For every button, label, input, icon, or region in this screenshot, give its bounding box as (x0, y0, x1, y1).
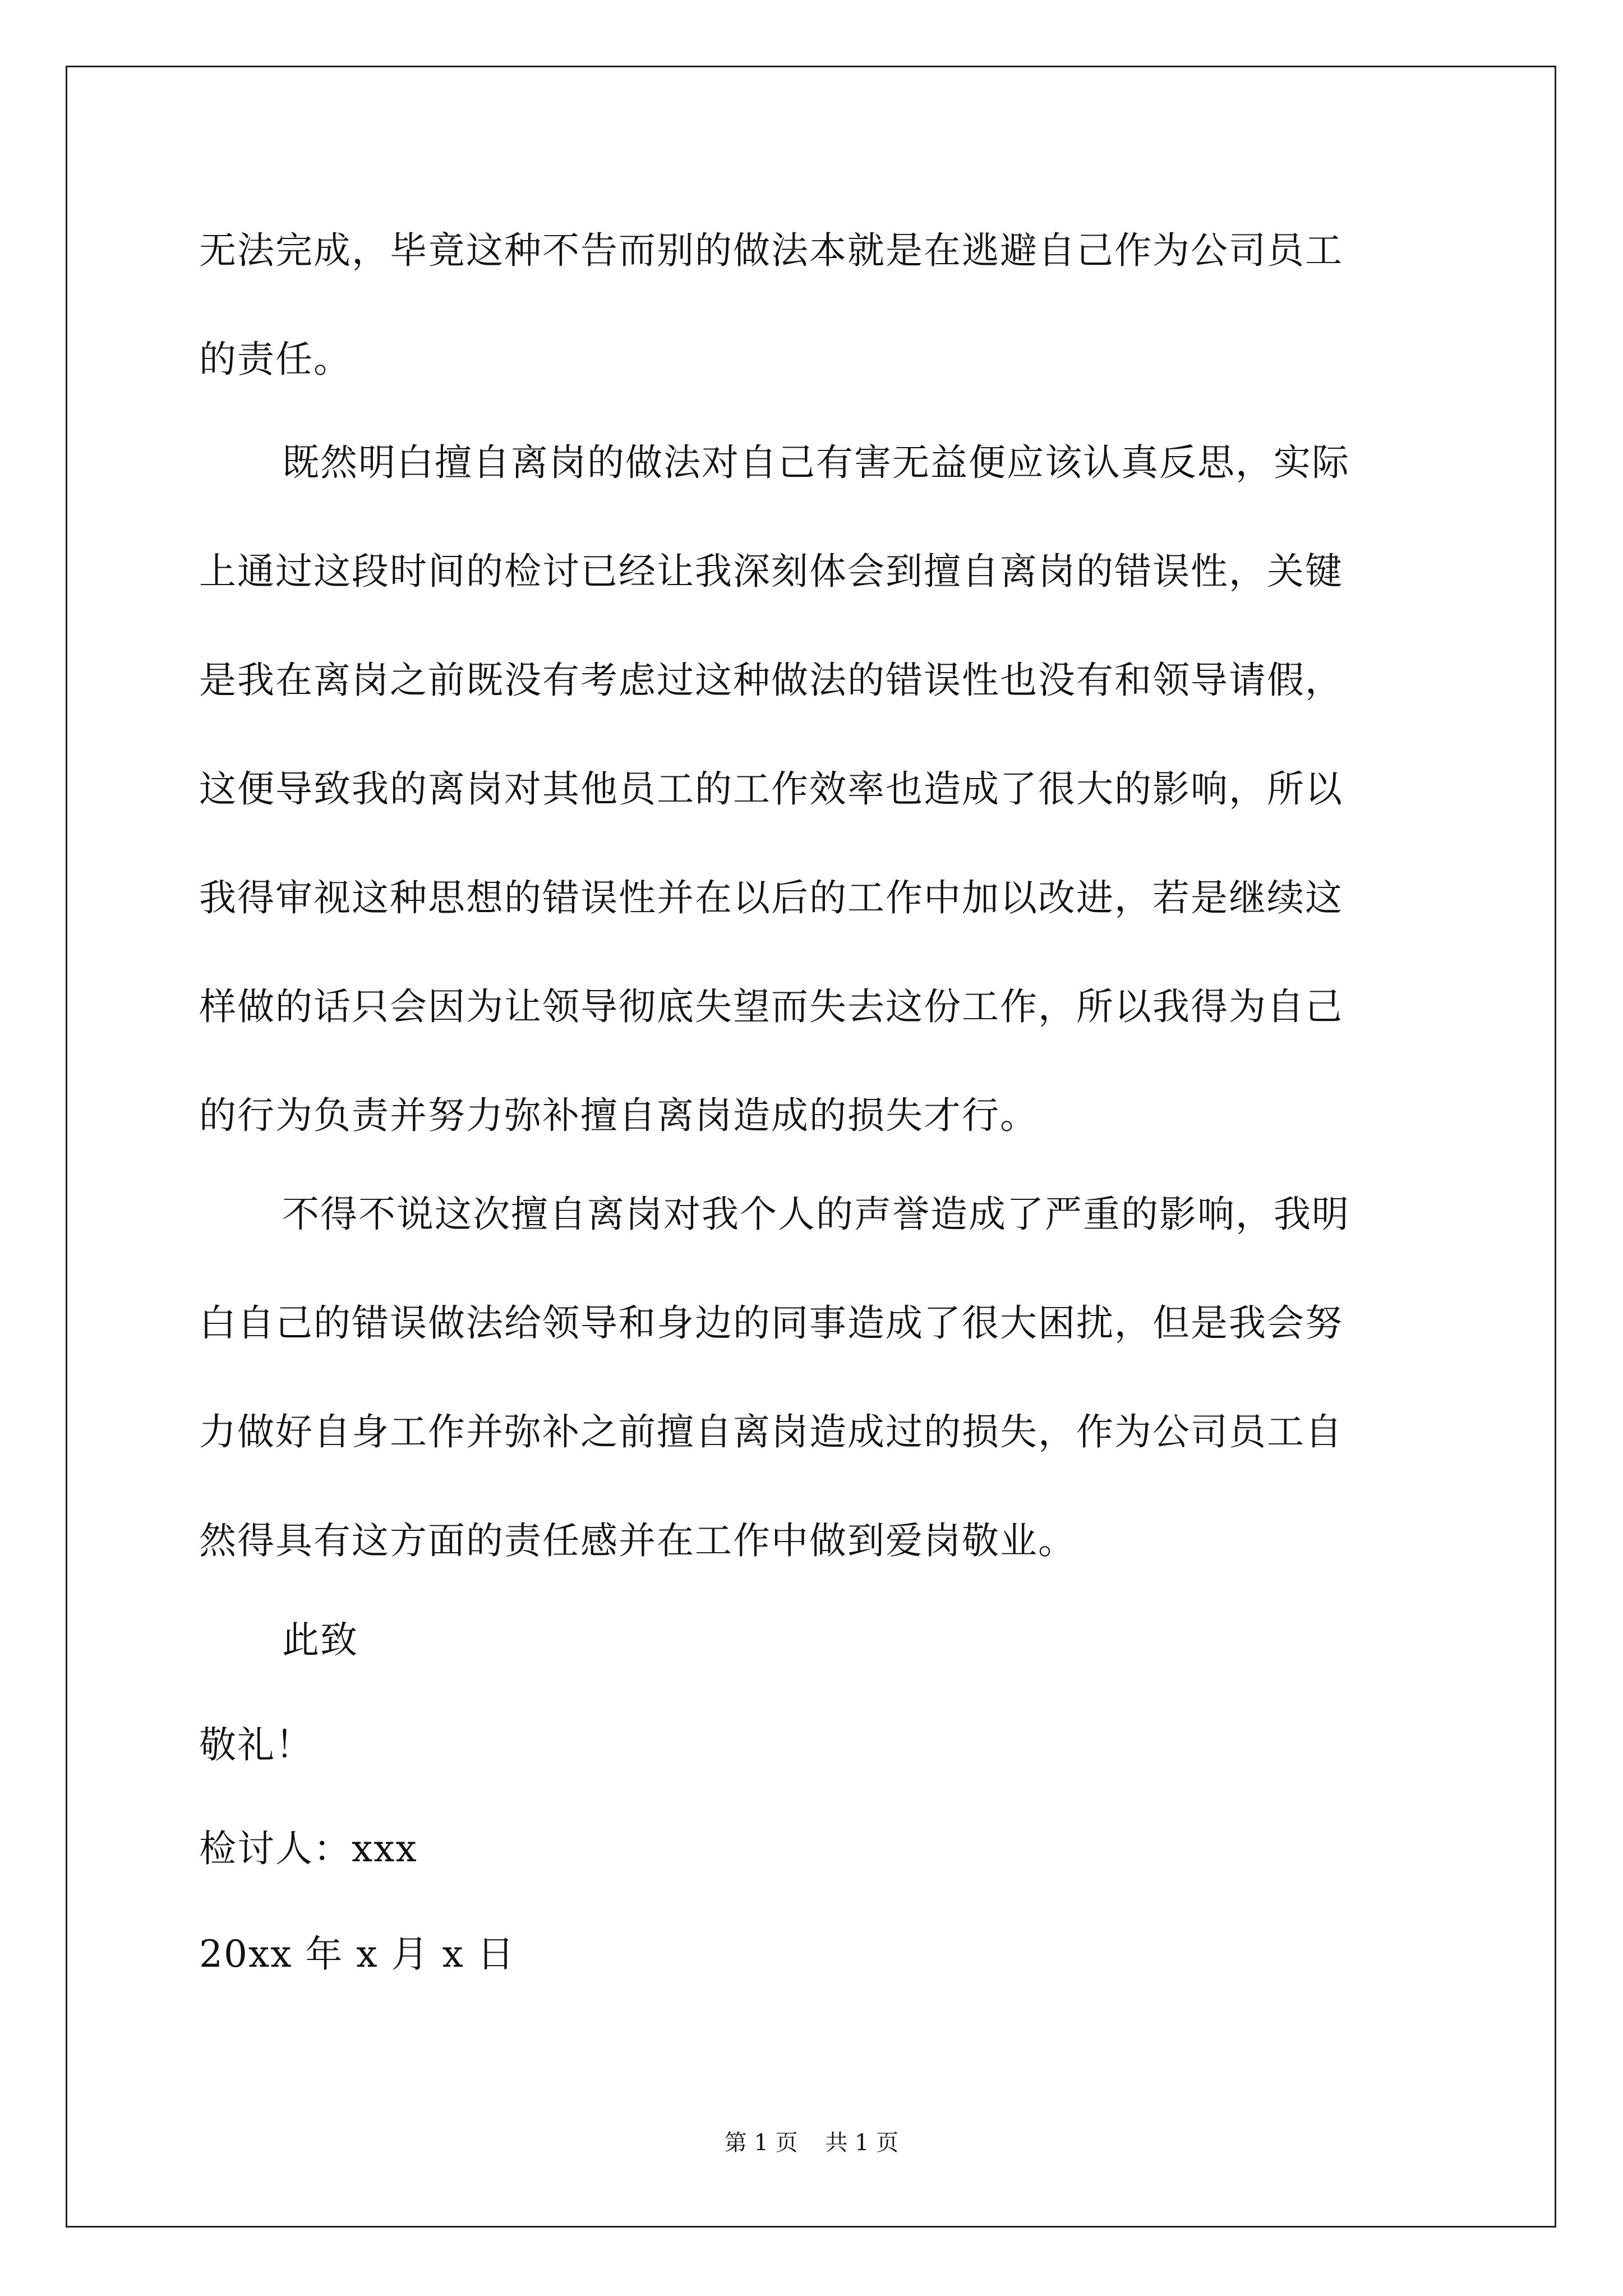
regards: 敬礼！ (199, 1723, 313, 1766)
paragraph-line: 不得不说这次擅自离岗对我个人的声誉造成了严重的影响，我明 (282, 1193, 1350, 1236)
paragraph-1 (199, 196, 1433, 414)
paragraph-line: 的行为负责并努力弥补擅自离岗造成的损失才行。 (199, 1094, 1038, 1137)
paragraph-3 (199, 1160, 1433, 1595)
paragraph-line: 上通过这段时间的检讨已经让我深刻体会到擅自离岗的错误性，关键 (199, 550, 1343, 593)
paragraph-2 (199, 408, 1433, 1170)
paragraph-line: 的责任。 (199, 338, 352, 381)
date: 20xx 年 x 月 x 日 (199, 1932, 515, 1976)
paragraph-line: 是我在离岗之前既没有考虑过这种做法的错误性也没有和领导请假， (199, 659, 1343, 702)
salutation: 此致 (282, 1618, 358, 1662)
signer: 检讨人：xxx (199, 1827, 418, 1870)
page-total: 共 1 页 (825, 2130, 899, 2156)
page-number: 第 1 页 (724, 2130, 798, 2156)
paragraph-line: 既然明白擅自离岗的做法对自己有害无益便应该认真反思，实际 (282, 441, 1350, 484)
paragraph-line: 力做好自身工作并弥补之前擅自离岗造成过的损失，作为公司员工自 (199, 1410, 1343, 1453)
paragraph-line: 样做的话只会因为让领导彻底失望而失去这份工作，所以我得为自己 (199, 985, 1343, 1028)
paragraph-line: 白自己的错误做法给领导和身边的同事造成了很大困扰，但是我会努 (199, 1301, 1343, 1345)
paragraph-line: 我得审视这种思想的错误性并在以后的工作中加以改进，若是继续这 (199, 876, 1343, 919)
paragraph-line: 无法完成，毕竟这种不告而别的做法本就是在逃避自己作为公司员工 (199, 229, 1343, 272)
page-footer (0, 2125, 1623, 2157)
paragraph-line: 这便导致我的离岗对其他员工的工作效率也造成了很大的影响，所以 (199, 767, 1343, 811)
paragraph-line: 然得具有这方面的责任感并在工作中做到爱岗敬业。 (199, 1519, 1076, 1562)
